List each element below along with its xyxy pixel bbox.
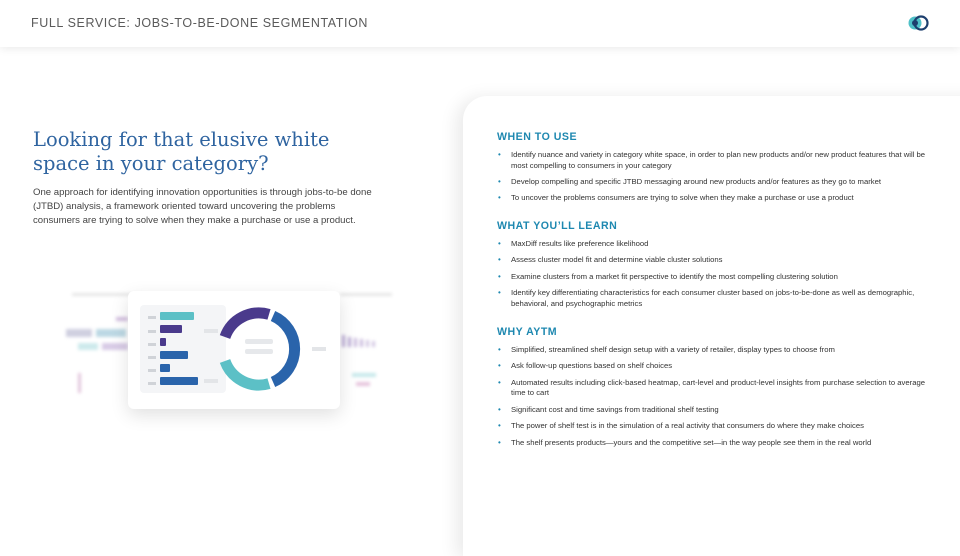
list-item: • Examine clusters from a market fit perspective to identify the most compelling clustering solution (497, 272, 927, 283)
bullet-list (497, 239, 927, 309)
list-item: • Identify nuance and variety in category white space, in order to plan new products and/or new product features that will be most compelling to consumers in your category (497, 150, 927, 171)
list-item: • The power of shelf test is in the simulation of a real activity that consumers do where they make choices (497, 421, 927, 432)
list-item: • Identify key differentiating characteristics for each consumer cluster based on jobs-to-be-done as well as demographic, behavioral, and psychographic metrics (497, 288, 927, 309)
list-item: • Ask follow-up questions based on shelf choices (497, 361, 927, 372)
chart-card-icon (128, 291, 340, 409)
list-item: • To uncover the problems consumers are trying to solve when they make a purchase or use a product (497, 193, 927, 204)
list-item: • Simplified, streamlined shelf design setup with a variety of retailer, display types to choose from (497, 345, 927, 356)
section-heading: WHY AYTM (497, 326, 558, 338)
list-item: • Develop compelling and specific JTBD messaging around new products and/or features as they go to market (497, 177, 927, 188)
section-when-to-use (497, 131, 927, 210)
section-why-aytm (497, 326, 927, 454)
bullet-list (497, 150, 927, 204)
list-item: • Significant cost and time savings from traditional shelf testing (497, 405, 927, 416)
bullet-list (497, 345, 927, 448)
intro-paragraph: One approach for identifying innovation opportunities is through jobs-to-be done (JTBD) analysis, a framework oriented toward uncovering the problems consumers are trying to solve when they make a purchase or use a product. (33, 187, 372, 226)
list-item: • Automated results including click-based heatmap, cart-level and product-level insights from purchase selection to average time to cart (497, 378, 927, 399)
illustration-card (128, 291, 340, 409)
list-item: • Assess cluster model fit and determine viable cluster solutions (497, 255, 927, 266)
headline: Looking for that elusive white space in your category? (33, 128, 330, 175)
page-title: FULL SERVICE: JOBS-TO-BE-DONE SEGMENTATION (31, 16, 369, 30)
section-heading: WHEN TO USE (497, 131, 578, 143)
list-item: • MaxDiff results like preference likelihood (497, 239, 927, 250)
top-bar (0, 0, 960, 47)
list-item: • The shelf presents products—yours and the competitive set—in the way people see them in the real world (497, 438, 927, 449)
aytm-logo-icon (907, 13, 929, 33)
section-what-youll-learn (497, 220, 927, 315)
section-heading: WHAT YOU’LL LEARN (497, 220, 618, 232)
